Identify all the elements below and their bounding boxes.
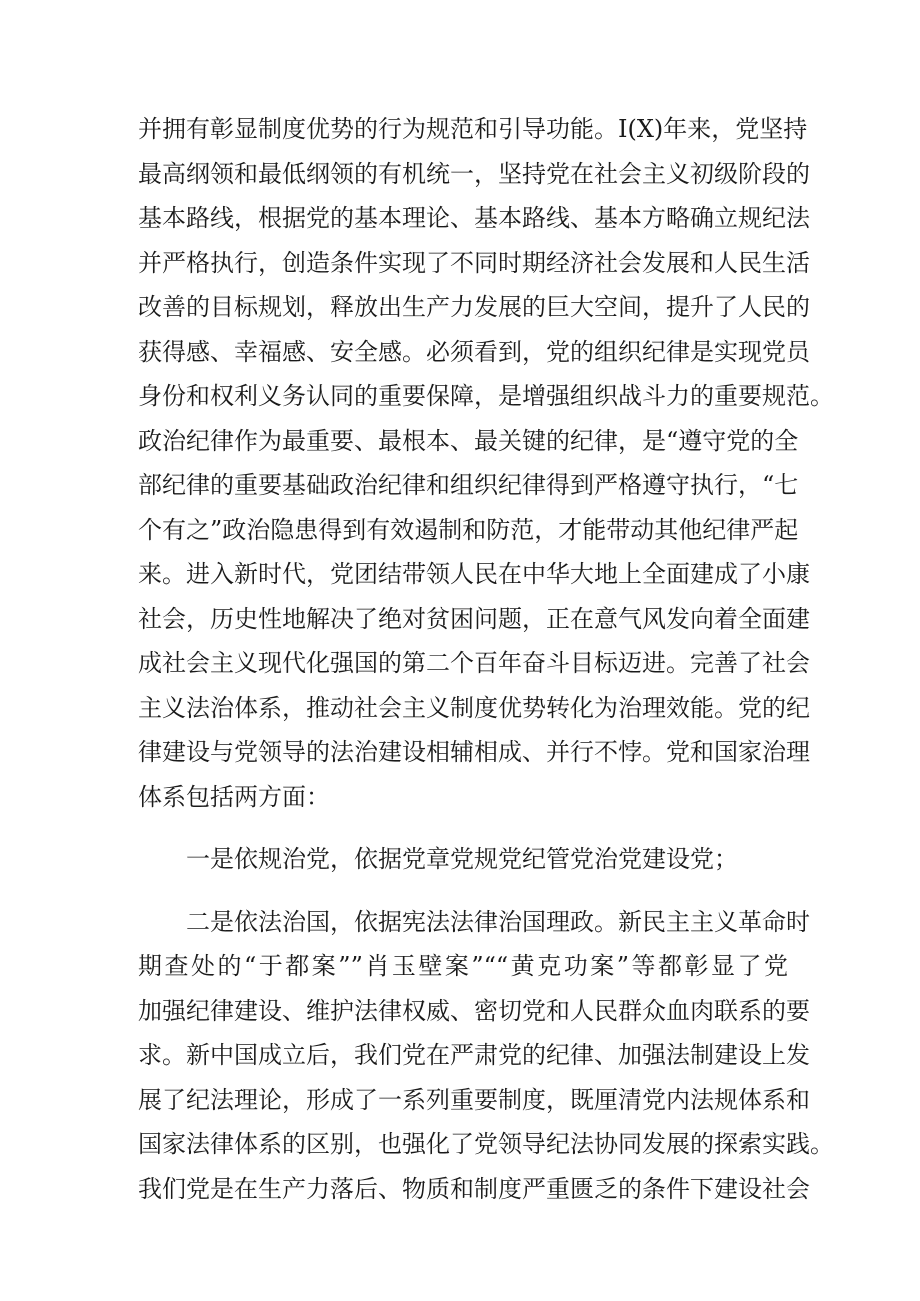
text-line: 一是依规治党，依据党章党规党纪管党治党建设党； [186, 845, 738, 873]
paragraph-2 [138, 837, 788, 882]
text-line: 求。新中国成立后，我们党在严肃党的纪律、加强法制建设上发 [138, 1041, 810, 1069]
paragraph-1 [138, 107, 834, 819]
text-line: 律建设与党领导的法治建设相辅相成、并行不悖。党和国家治理 [138, 738, 810, 766]
paragraph-gap [138, 882, 788, 900]
text-line: 个有之”政治隐患得到有效遏制和防范，才能带动其他纪律严起 [138, 515, 799, 544]
text-line: 政治纪律作为最重要、最根本、最关键的纪律，是“遵守党的全 [138, 426, 799, 455]
text-line: 最高纲领和最低纲领的有机统一，坚持党在社会主义初级阶段的 [138, 159, 810, 188]
text-line: 获得感、幸福感、安全感。必须看到，党的组织纪律是实现党员 [138, 337, 810, 366]
text-line: 国家法律体系的区别，也强化了党领导纪法协同发展的探索实践。 [138, 1130, 834, 1158]
text-line: 并严格执行，创造条件实现了不同时期经济社会发展和人民生活 [138, 248, 810, 277]
document-body [138, 107, 834, 1211]
text-line: 加强纪律建设、维护法律权威、密切党和人民群众血肉联系的要 [138, 996, 810, 1025]
text-line: 成社会主义现代化强国的第二个百年奋斗目标迈进。完善了社会 [138, 649, 810, 677]
text-line: 二是依法治国，依据宪法法律治国理政。新民主主义革命时 [186, 907, 810, 936]
text-line: 主义法治体系，推动社会主义制度优势转化为治理效能。党的纪 [138, 693, 810, 722]
text-line: 期查处的“于都案””肖玉壁案”““黄克功案”等都彰显了党 [138, 952, 788, 980]
text-line: 并拥有彰显制度优势的行为规范和引导功能。I(X)年来，党坚持 [138, 115, 808, 143]
text-line: 体系包括两方面： [138, 782, 330, 811]
paragraph-gap [138, 819, 788, 837]
text-line: 我们党是在生产力落后、物质和制度严重匮乏的条件下建设社会 [138, 1174, 810, 1203]
text-line: 身份和权利义务认同的重要保障，是增强组织战斗力的重要规范。 [138, 382, 834, 410]
text-line: 部纪律的重要基础政治纪律和组织纪律得到严格遵守执行，“七 [138, 471, 799, 499]
text-line: 来。进入新时代，党团结带领人民在中华大地上全面建成了小康 [138, 560, 810, 588]
paragraph-3 [138, 900, 834, 1212]
text-line: 社会，历史性地解决了绝对贫困问题，正在意气风发向着全面建 [138, 604, 810, 633]
text-line: 改善的目标规划，释放出生产力发展的巨大空间，提升了人民的 [138, 293, 810, 321]
text-line: 展了纪法理论，形成了一系列重要制度，既厘清党内法规体系和 [138, 1085, 810, 1114]
text-line: 基本路线，根据党的基本理论、基本路线、基本方略确立规纪法 [138, 204, 810, 232]
